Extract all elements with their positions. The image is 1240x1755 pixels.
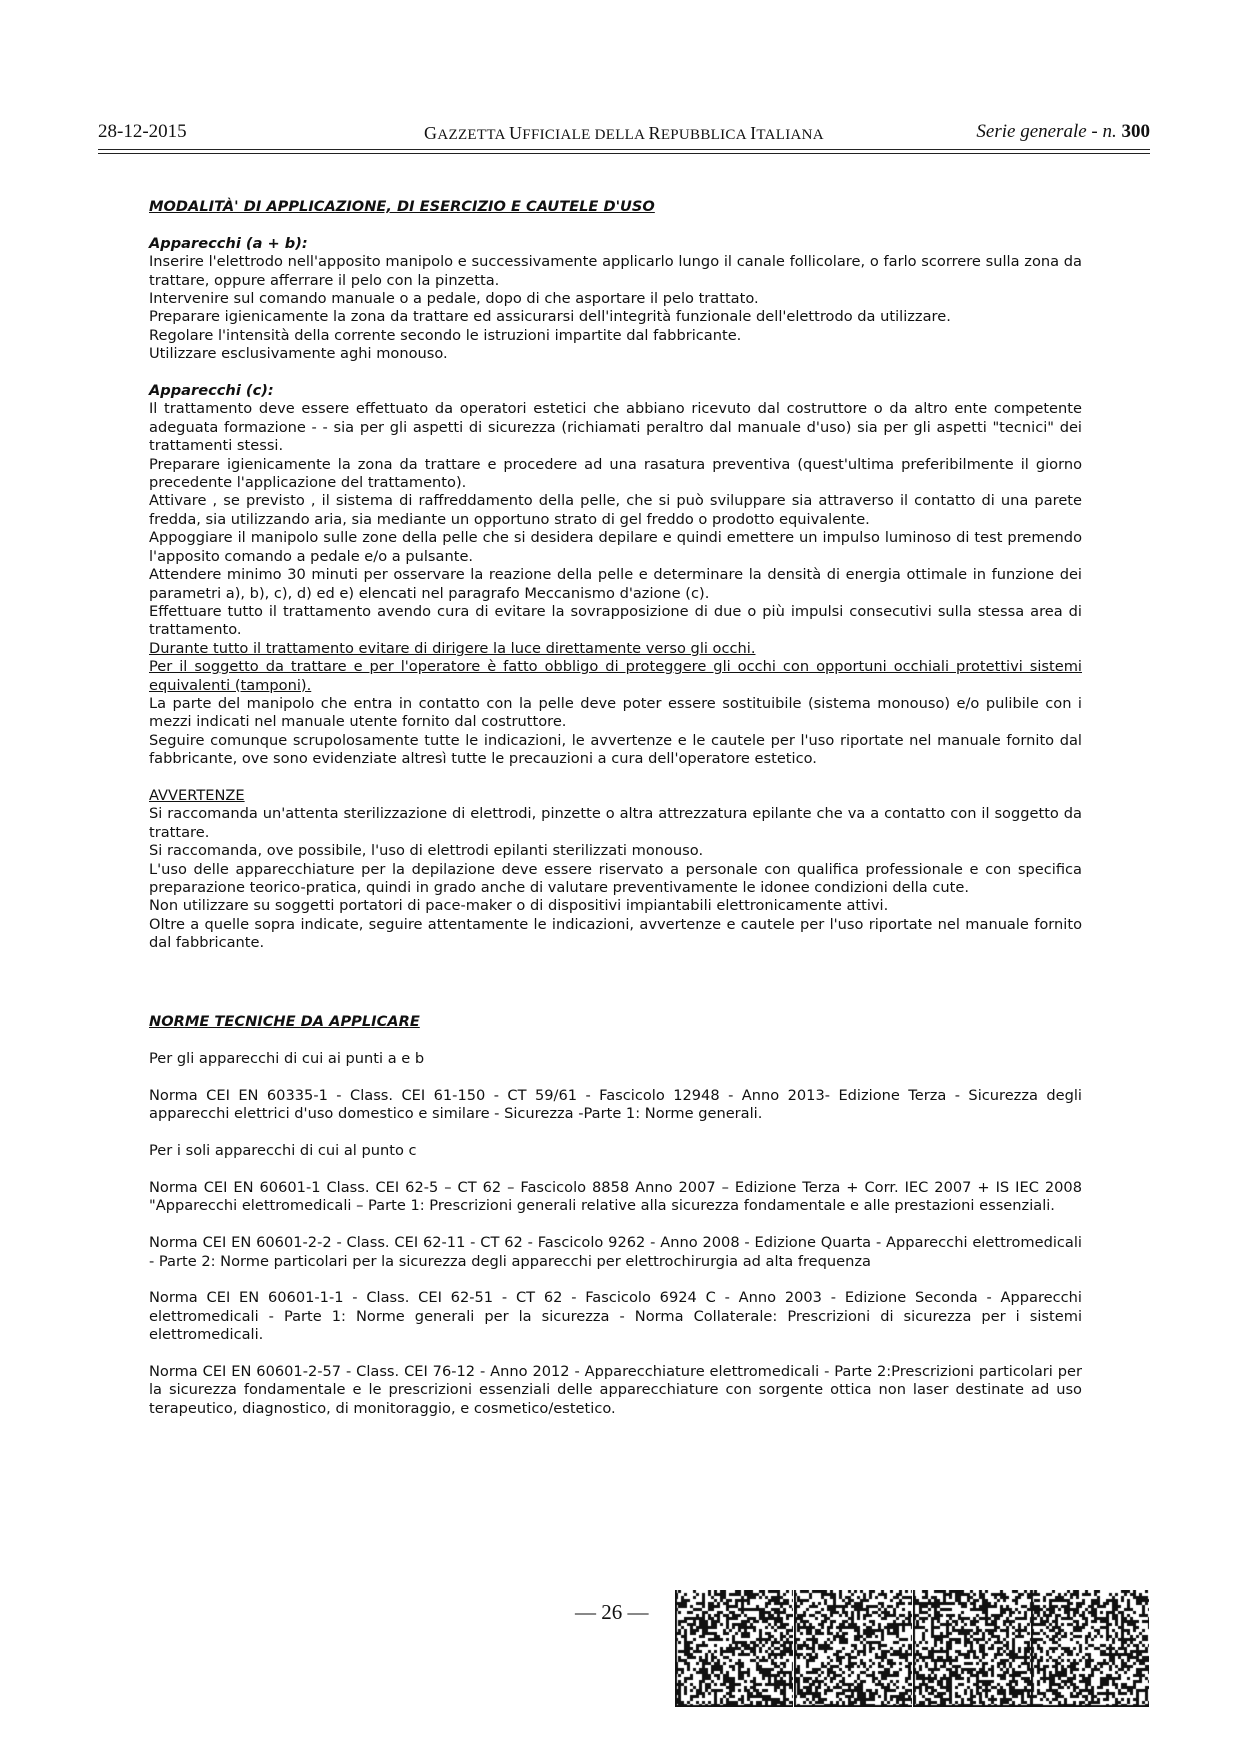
paragraph: Appoggiare il manipolo sulle zone della pelle che si desidera depilare e quindi emettere un impulso luminoso di test premendo l'apposito comando a pedale e/o a pulsante. xyxy=(149,529,1082,565)
underlined-paragraph: Durante tutto il trattamento evitare di dirigere la luce direttamente verso gli occhi. xyxy=(149,639,756,657)
section-title-application: MODALITÀ' DI APPLICAZIONE, DI ESERCIZIO E CAUTELE D'USO xyxy=(149,198,655,215)
page-header xyxy=(98,121,1150,147)
datamatrix-code-icon xyxy=(1031,1590,1149,1707)
header-date: 28-12-2015 xyxy=(98,121,187,142)
paragraph: Oltre a quelle sopra indicate, seguire attentamente le indicazioni, avvertenze e cautele per l'uso riportate nel manuale fornito dal fabbricante. xyxy=(149,915,1082,952)
paragraph: Attivare , se previsto , il sistema di raffreddamento della pelle, che si può sviluppare sia attraverso il contatto di una parete fredda, sia utilizzando aria, sia mediante un opportuno strato di gel freddo o prodotto equivalente. xyxy=(149,492,1082,528)
paragraph: Utilizzare esclusivamente aghi monouso. xyxy=(149,345,448,363)
intro-c: Per i soli apparecchi di cui al punto c xyxy=(149,1142,417,1160)
paragraph: Preparare igienicamente la zona da trattare e procedere ad una rasatura preventiva (quest'ultima preferibilmente il giorno precedente l'applicazione del trattamento). xyxy=(149,455,1082,492)
paragraph: Si raccomanda un'attenta sterilizzazione di elettrodi, pinzette o altra attrezzatura epilante che va a contatto con il soggetto da trattare. xyxy=(149,805,1082,841)
document-body xyxy=(149,198,1082,1418)
datamatrix-codes-icon xyxy=(675,1590,1149,1707)
series-label: Serie generale - n. xyxy=(976,121,1117,142)
paragraph: Inserire l'elettrodo nell'apposito manipolo e successivamente applicarlo lungo il canale follicolare, o farlo scorrere sulla zona da trattare, oppure afferrare il pelo con la pinzetta. xyxy=(149,253,1082,289)
header-series xyxy=(976,121,1150,143)
norm-60601-1: Norma CEI EN 60601-1 Class. CEI 62-5 – CT 62 – Fascicolo 8858 Anno 2007 – Edizione Terza + Corr. IEC 2007 + IS IEC 2008 "Apparecchi elettromedicali – Parte 1: Prescrizioni generali relative alla sicurezza fondamentale e alle prestazioni essenziali. xyxy=(149,1179,1082,1215)
paragraph: Si raccomanda, ove possibile, l'uso di elettrodi epilanti sterilizzati monouso. xyxy=(149,842,704,860)
paragraph: Intervenire sul comando manuale o a pedale, dopo di che asportare il pelo trattato. xyxy=(149,290,759,308)
paragraph: Preparare igienicamente la zona da trattare ed assicurarsi dell'integrità funzionale dell'elettrodo da utilizzare. xyxy=(149,308,951,326)
section-title-norms: NORME TECNICHE DA APPLICARE xyxy=(149,1013,420,1031)
heading-apparecchi-c: Apparecchi (c): xyxy=(149,382,274,400)
page-number: — 26 — xyxy=(575,1600,649,1624)
gazette-title: GAZZETTA UFFICIALE DELLA REPUBBLICA ITALIANA xyxy=(424,123,824,143)
datamatrix-code-icon xyxy=(675,1590,793,1707)
paragraph: L'uso delle apparecchiature per la depilazione deve essere riservato a personale con qualifica professionale e con specifica preparazione teorico-pratica, quindi in grado anche di valutare preventivamente le idonee condizioni della cute. xyxy=(149,860,1082,896)
series-number: 300 xyxy=(1121,121,1150,142)
datamatrix-code-icon xyxy=(794,1590,912,1707)
paragraph: Attendere minimo 30 minuti per osservare la reazione della pelle e determinare la densità di energia ottimale in funzione dei parametri a), b), c), d) ed e) elencati nel paragrafo Meccanismo d'azione (c). xyxy=(149,566,1082,602)
heading-avvertenze: AVVERTENZE xyxy=(149,786,245,804)
underlined-paragraph: Per il soggetto da trattare e per l'operatore è fatto obbligo di proteggere gli occhi con opportuni occhiali protettivi sistemi equivalenti (tamponi). xyxy=(149,658,1082,694)
paragraph: Non utilizzare su soggetti portatori di pace-maker o di dispositivi impiantabili elettronicamente attivi. xyxy=(149,897,889,915)
header-rule-top xyxy=(98,149,1150,150)
norm-60335-1: Norma CEI EN 60335-1 - Class. CEI 61-150 - CT 59/61 - Fascicolo 12948 - Anno 2013- Edizione Terza - Sicurezza degli apparecchi elettrici d'uso domestico e similare - Sicurezza -Parte 1: Norme generali. xyxy=(149,1087,1082,1123)
intro-ab: Per gli apparecchi di cui ai punti a e b xyxy=(149,1050,425,1068)
paragraph: Il trattamento deve essere effettuato da operatori estetici che abbiano ricevuto dal costruttore o da altro ente competente adeguata formazione - - sia per gli aspetti di sicurezza (richiamati peraltro dal manuale d'uso) sia per gli aspetti "tecnici" dei trattamenti stessi. xyxy=(149,400,1082,455)
heading-apparecchi-ab: Apparecchi (a + b): xyxy=(149,234,308,252)
norm-60601-2-57: Norma CEI EN 60601-2-57 - Class. CEI 76-12 - Anno 2012 - Apparecchiature elettromedicali - Parte 2:Prescrizioni particolari per la sicurezza fondamentale e le prescrizioni essenziali delle apparecchiature con sorgente ottica non laser destinate ad uso terapeutico, diagnostico, di monitoraggio, e cosmetico/estetico. xyxy=(149,1363,1082,1417)
header-rule-bottom xyxy=(98,153,1150,154)
norm-60601-2-2: Norma CEI EN 60601-2-2 - Class. CEI 62-11 - CT 62 - Fascicolo 9262 - Anno 2008 - Edizione Quarta - Apparecchi elettromedicali - Parte 2: Norme particolari per la sicurezza degli apparecchi per elettrochirurgia ad alta frequenza xyxy=(149,1234,1082,1270)
paragraph: Regolare l'intensità della corrente secondo le istruzioni impartite dal fabbricante. xyxy=(149,326,742,344)
paragraph: La parte del manipolo che entra in contatto con la pelle deve poter essere sostituibile (sistema monouso) e/o pulibile con i mezzi indicati nel manuale utente fornito dal costruttore. xyxy=(149,694,1082,731)
paragraph: Seguire comunque scrupolosamente tutte le indicazioni, le avvertenze e le cautele per l'uso riportate nel manuale fornito dal fabbricante, ove sono evidenziate altresì tutte le precauzioni a cura dell'operatore estetico. xyxy=(149,731,1082,768)
paragraph: Effettuare tutto il trattamento avendo cura di evitare la sovrapposizione di due o più impulsi consecutivi sulla stessa area di trattamento. xyxy=(149,602,1082,639)
norm-60601-1-1: Norma CEI EN 60601-1-1 - Class. CEI 62-51 - CT 62 - Fascicolo 6924 C - Anno 2003 - Edizione Seconda - Apparecchi elettromedicali - Parte 1: Norme generali per la sicurezza - Norma Collaterale: Prescrizioni di sicurezza per i sistemi elettromedicali. xyxy=(149,1289,1082,1344)
datamatrix-code-icon xyxy=(913,1590,1031,1707)
